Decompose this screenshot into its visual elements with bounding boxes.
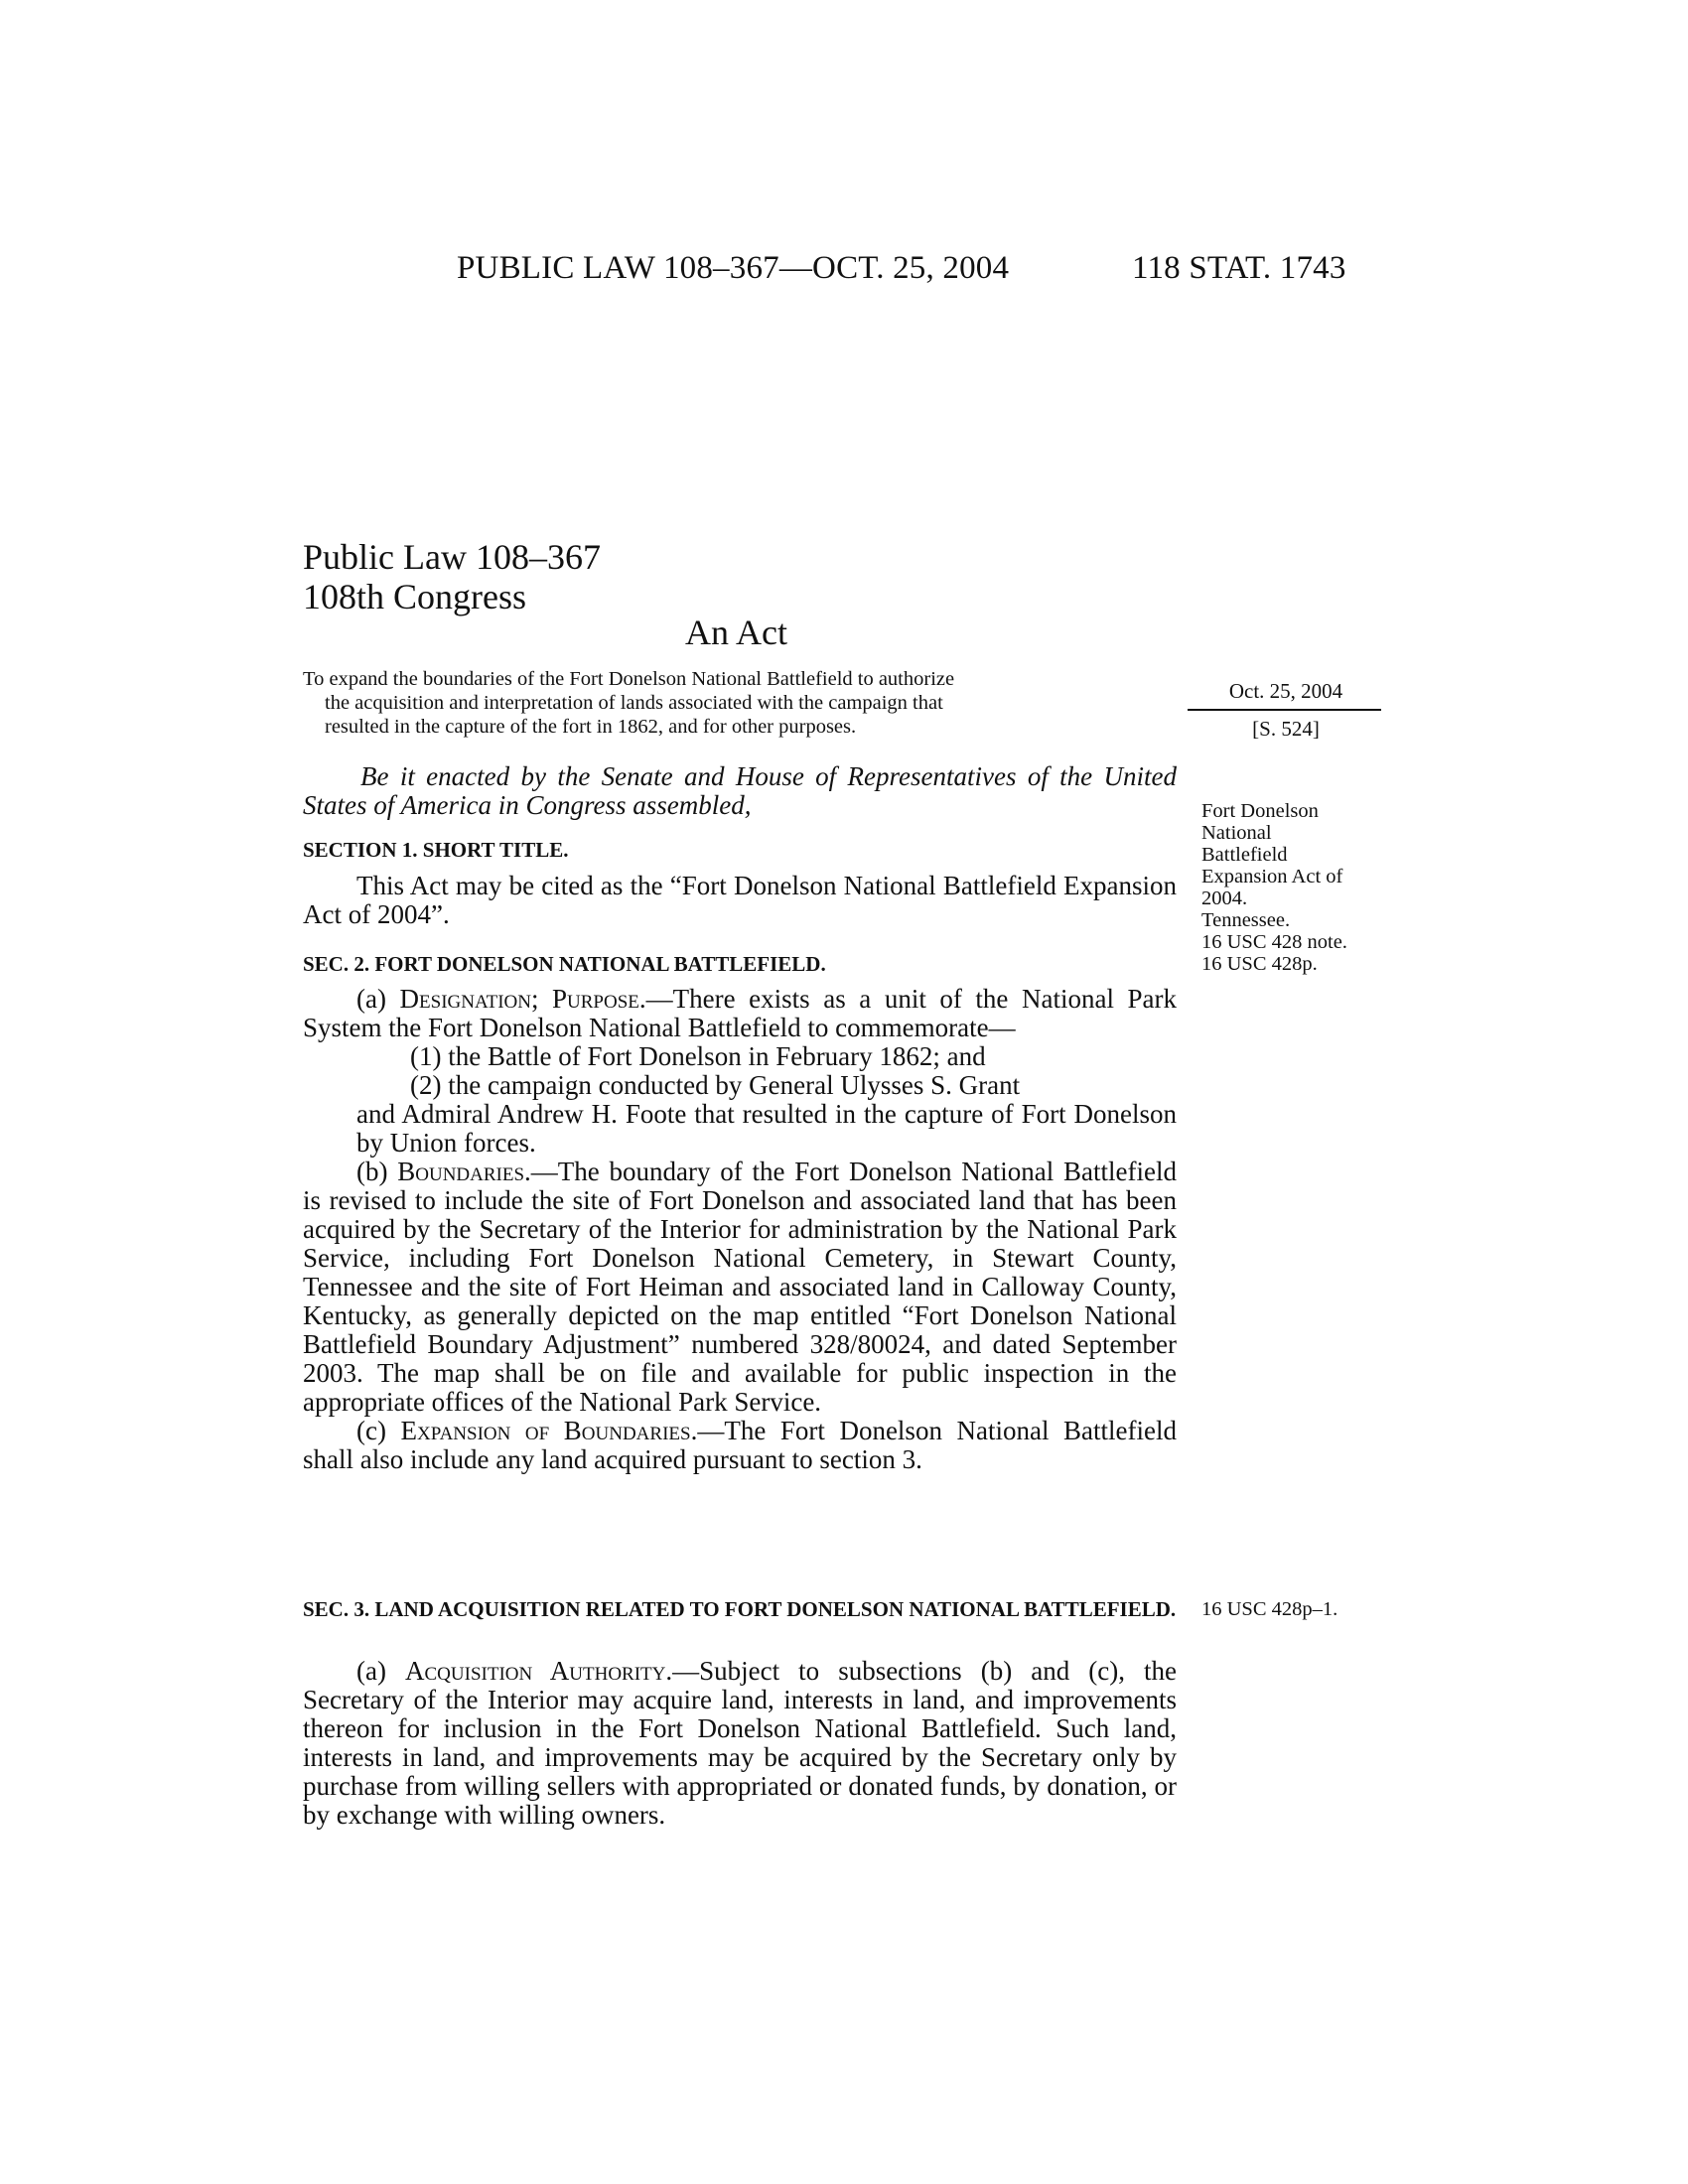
section-3-body xyxy=(303,1657,1177,1830)
congress-label: 108th Congress xyxy=(303,577,526,616)
subsection-caption: Expansion of Boundaries. xyxy=(400,1416,698,1445)
act-label: An Act xyxy=(685,613,787,652)
subsection-a: (a) Designation; Purpose.—There exists as a unit of the National Park System the Fort Donelson National Battlefield to commemorate— xyxy=(303,984,1178,1042)
section-2-heading: SEC. 2. FORT DONELSON NATIONAL BATTLEFIELD. xyxy=(303,952,826,976)
section-1-text: This Act may be cited as the “Fort Donelson National Battlefield Expansion Act of 2004”. xyxy=(303,871,1177,929)
bill-number: [S. 524] xyxy=(1252,717,1320,741)
purpose-line: the acquisition and interpretation of lands associated with the campaign that xyxy=(325,692,943,714)
section-2-body xyxy=(303,985,1177,1474)
subsection-a: (a) Acquisition Authority.—Subject to subsections (b) and (c), the Secretary of the Interior may acquire land, interests in land, and improvements thereon for inclusion in the Fort Donelson National Battlefield. Such land, interests in land, and improvements may be acquired by the Secretary only by purchase from willing sellers with appropriated or donated funds, by donation, or by exchange with willing owners. xyxy=(303,1656,1177,1830)
enactment-date: Oct. 25, 2004 xyxy=(1228,679,1343,703)
page-citation: 118 STAT. 1743 xyxy=(1132,250,1346,286)
margin-note: Battlefield xyxy=(1201,844,1288,866)
subsection-c: (c) Expansion of Boundaries.—The Fort Donelson National Battlefield shall also include any land acquired pursuant to section 3. xyxy=(303,1416,1178,1474)
subsection-caption: Boundaries. xyxy=(397,1157,531,1186)
margin-note: 16 USC 428p. xyxy=(1201,953,1318,975)
enacting-clause: Be it enacted by the Senate and House of Representatives of the United States of America in Congress assembled, xyxy=(303,761,1177,820)
subsection-caption: Acquisition Authority. xyxy=(405,1656,673,1686)
divider xyxy=(1188,709,1381,711)
margin-note-sec3: 16 USC 428p–1. xyxy=(1201,1598,1338,1620)
subsection-b: (b) Boundaries.—The boundary of the Fort Donelson National Battlefield is revised to include the site of Fort Donelson and associated land that has been acquired by the Secretary of the Interior for administration by the National Park Service, including Fort Donelson National Cemetery, in Stewart County, Tennessee and the site of Fort Heiman and associated land in Calloway County, Kentucky, as generally depicted on the map entitled “Fort Donelson National Battlefield Boundary Adjustment” numbered 328/80024, and dated September 2003. The map shall be on file and available for public inspection in the appropriate offices of the National Park Service. xyxy=(303,1157,1178,1417)
running-header-left: PUBLIC LAW 108–367—OCT. 25, 2004 xyxy=(457,250,1010,286)
act-purpose xyxy=(303,667,1177,739)
margin-note: Fort Donelson xyxy=(1201,800,1319,822)
purpose-line: To expand the boundaries of the Fort Donelson National Battlefield to authorize xyxy=(303,668,955,690)
paragraph-2: (2) the campaign conducted by General Ulysses S. Grant and Admiral Andrew H. Foote that resulted in the capture of Fort Donelson by Union forces. xyxy=(356,1070,1177,1158)
margin-note: Expansion Act of xyxy=(1201,866,1343,887)
margin-note: Tennessee. xyxy=(1201,909,1291,931)
public-law-number: Public Law 108–367 xyxy=(303,537,601,577)
purpose-line: resulted in the capture of the fort in 1862, and for other purposes. xyxy=(325,716,857,738)
section-1-heading: SECTION 1. SHORT TITLE. xyxy=(303,838,569,862)
margin-note: National xyxy=(1201,822,1272,844)
margin-note: 16 USC 428 note. xyxy=(1201,931,1347,953)
margin-notes-sec1 xyxy=(1201,800,1347,975)
paragraph-1: (1) the Battle of Fort Donelson in February 1862; and xyxy=(410,1041,986,1071)
subsection-caption: Designation; Purpose. xyxy=(399,984,646,1014)
margin-note: 2004. xyxy=(1201,887,1248,909)
section-3-heading: SEC. 3. LAND ACQUISITION RELATED TO FORT DONELSON NATIONAL BATTLEFIELD. xyxy=(303,1597,1177,1621)
